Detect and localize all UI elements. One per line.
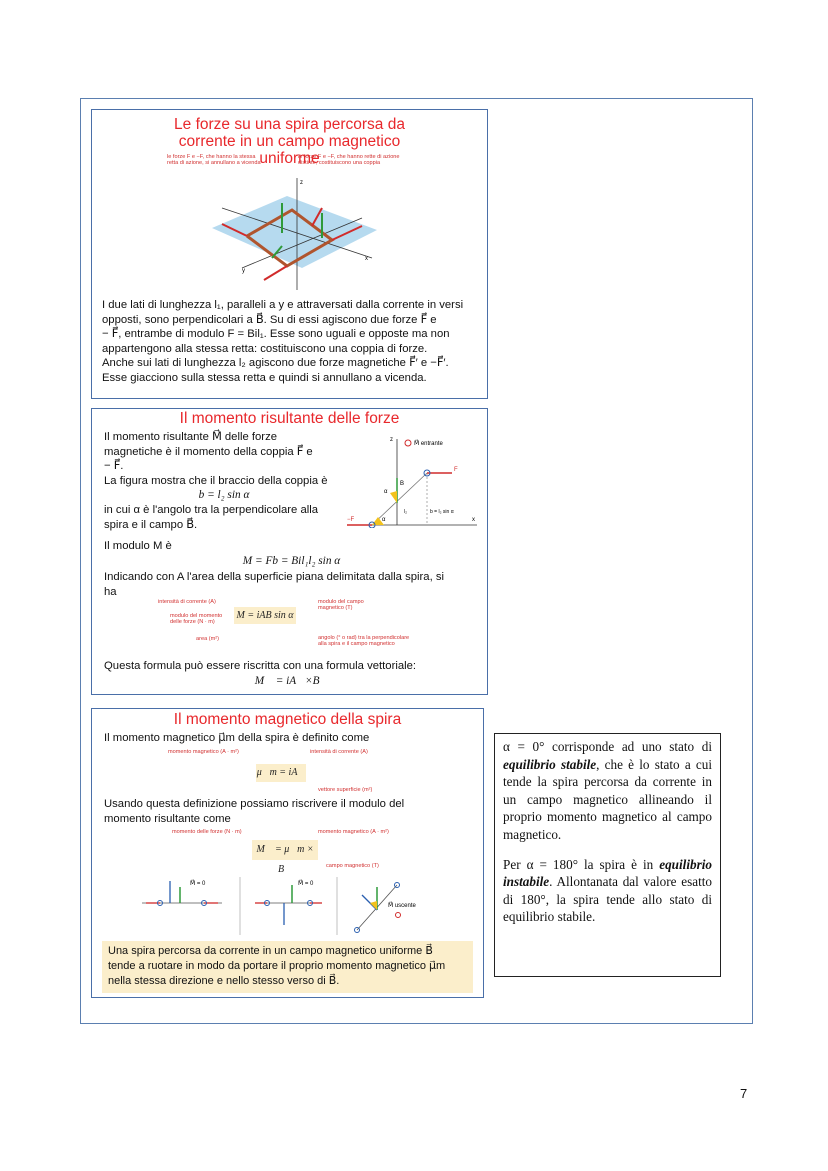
lbl-moment-1: modulo del momento (170, 613, 223, 619)
unstable-post: . Allontanata dal valore esatto di 180°, la spira tende allo stato di equilibrio stabile. (503, 874, 712, 925)
torque-formula: M⃗ = μ⃗m × B⃗ (252, 840, 318, 860)
lbl-surface-vector: vettore superficie (m²) (318, 787, 373, 793)
svg-text:−F: −F (347, 517, 355, 523)
slide1-body-line: Anche sui lati di lunghezza l₂ agiscono due forze magnetiche F⃗′ e −F⃗′. (102, 357, 449, 370)
slide2-line: spira e il campo B⃗. (104, 518, 198, 531)
slide3-line: Usando questa definizione possiamo riscrivere il modulo del (104, 798, 405, 810)
slide1-body (102, 298, 482, 386)
moment-figure (342, 433, 482, 528)
slide3-line: momento risultante come (104, 812, 231, 825)
lbl-area: area (m²) (196, 636, 219, 642)
slide2-line: ha (104, 585, 117, 598)
slide1-body-line: opposti, sono perpendicolari a B⃗. Su di essi agiscono due forze F⃗ e (102, 313, 437, 326)
unstable-pre: Per α = 180° la spira è in (503, 856, 654, 872)
lbl-field-1: modulo del campo (318, 599, 364, 605)
slide-forces-on-loop (91, 109, 488, 399)
slide1-body-line: − F⃗, entrambe di modulo F = Bil₁. Esse sono uguali e opposte ma non (102, 328, 450, 341)
svg-text:x: x (472, 517, 475, 523)
slide2-line: La figura mostra che il braccio della coppia è (104, 474, 328, 487)
svg-text:α: α (382, 517, 386, 523)
loop-figure (202, 168, 382, 298)
stable-term: equilibrio stabile (503, 756, 597, 772)
page-number: 7 (740, 1086, 748, 1101)
slide2-line: Il momento risultante M⃗ delle forze (104, 431, 278, 443)
lbl-magnetic-field: campo magnetico (T) (326, 863, 379, 869)
lbl-force-moment: momento delle forze (N · m) (172, 829, 242, 835)
slide1-body-line: Esse giacciono sulla stessa retta e quindi si annullano a vicenda. (102, 371, 427, 384)
equilibrium-figures (132, 875, 432, 937)
mu-formula: μ⃗m = iA⃗ (256, 764, 306, 782)
slide2-line: Indicando con A l'area della superficie piana delimitata dalla spira, si (104, 571, 445, 584)
svg-text:F: F (454, 467, 458, 473)
slide-resultant-moment (91, 408, 488, 695)
arm-formula: b = l₂ sin α (198, 489, 250, 502)
fig-uscente: M⃗ uscente (388, 903, 416, 909)
stable-paragraph (503, 738, 712, 844)
conclusion-line: Una spira percorsa da corrente in un campo magnetico uniforme B⃗ (108, 945, 433, 957)
svg-text:z: z (390, 437, 393, 443)
fig-m0-a: M⃗ = 0 (190, 881, 206, 887)
svg-text:α: α (384, 489, 388, 495)
slide2-line: Il modulo M è (104, 540, 172, 552)
lbl-field-2: magnetico (T) (318, 605, 353, 611)
svg-text:l₂: l₂ (404, 509, 408, 515)
slide1-title: Le forze su una spira percorsa da corrente in un campo magnetico uniforme (174, 116, 405, 167)
slide1-body-line: I due lati di lunghezza l₁, paralleli a y e attraversati dalla corrente in versi (102, 299, 464, 311)
fig-m0-b: M⃗ = 0 (298, 881, 314, 887)
slide2-line: − F⃗. (104, 460, 124, 473)
slide2-line: in cui α è l'angolo tra la perpendicolare alla (104, 503, 319, 516)
slide2-text-lower (104, 539, 479, 599)
fig-entrante: M⃗ entrante (414, 441, 443, 447)
svg-text:x: x (365, 256, 368, 262)
slide-magnetic-moment (91, 708, 484, 998)
moment-formula: M = Fb = Bil₁l₂ sin α (242, 554, 341, 567)
conclusion-box (102, 941, 473, 993)
slide3-line-1: Il momento magnetico μ⃗m della spira è definito come (104, 732, 370, 744)
lbl-magnetic-moment: momento magnetico (A · m²) (168, 749, 239, 755)
equilibrium-note (494, 733, 721, 977)
svg-text:z: z (300, 180, 303, 186)
lbl-angle-2: alla spira e il campo magnetico (318, 641, 395, 647)
svg-text:y: y (242, 268, 245, 274)
slide3-title: Il momento magnetico della spira (173, 711, 402, 728)
vector-formula: M⃗ = iA⃗×B⃗ (254, 674, 329, 687)
conclusion-line: nella stessa direzione e nello stesso verso di B⃗. (108, 975, 340, 987)
svg-text:B: B (400, 481, 405, 487)
unstable-term: equilibrio instabile (503, 856, 712, 890)
unstable-paragraph (503, 856, 712, 926)
stable-post: , che è lo stato a cui tende la spira percorsa da corrente in un campo magnetico allineando il proprio momento magnetico al campo magnetico. (503, 756, 712, 842)
slide2-text-final (104, 659, 479, 688)
lbl-current: intensità di corrente (A) (158, 599, 216, 605)
lbl-current-intensity: intensità di corrente (A) (310, 749, 368, 755)
lbl-angle-1: angolo (° o rad) tra la perpendicolare (318, 635, 410, 641)
conclusion-line: tende a ruotare in modo da portare il proprio momento magnetico μ⃗m (108, 960, 446, 972)
lbl-magnetic-moment-2: momento magnetico (A · m²) (318, 829, 389, 835)
slide3-text-2 (104, 797, 474, 826)
lbl-moment-2: delle forze (N · m) (170, 619, 215, 625)
slide1-body-line: appartengono alla stessa retta: costituiscono una coppia di forze. (102, 342, 428, 355)
slide2-title: Il momento risultante delle forze (179, 410, 400, 427)
slide2-line: magnetiche è il momento della coppia F⃗ e (104, 445, 313, 458)
annotation-right: le forze F e −F, che hanno rette di azione distinte, costituiscono una coppia (298, 154, 400, 167)
slide2-line: Questa formula può essere riscritta con una formula vettoriale: (104, 660, 417, 672)
moment-area-formula: M = iAB sin α (234, 607, 296, 624)
slide2-text-block (104, 430, 344, 532)
annotation-left: le forze F e −F, che hanno la stessa retta di azione, si annullano a vicenda (167, 154, 261, 167)
fig-arm: b = l₂ sin α (430, 509, 454, 515)
stable-pre: α = 0° corrisponde ad uno stato di (503, 739, 712, 754)
